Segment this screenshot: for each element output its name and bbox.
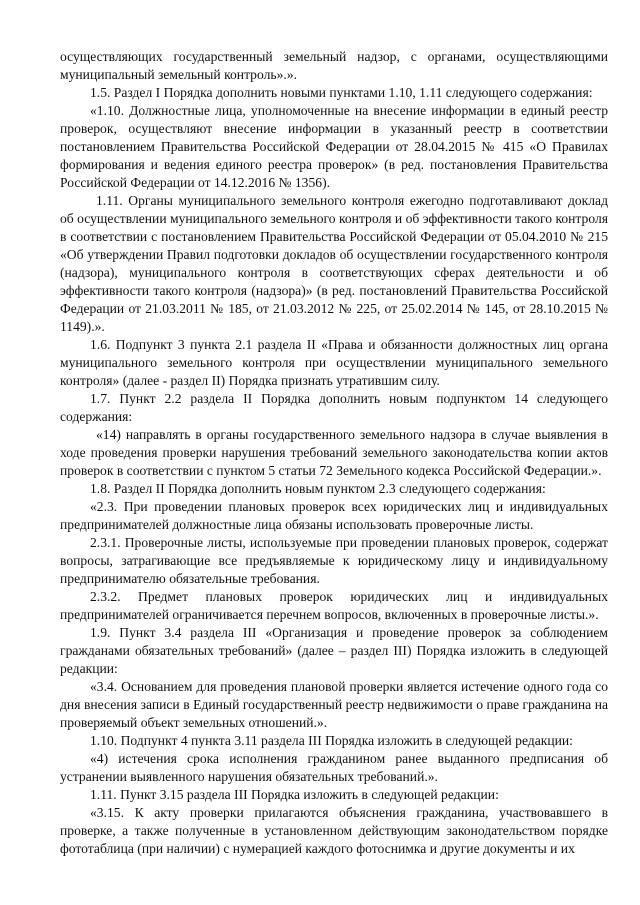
document-text (60, 48, 608, 858)
paragraph: 1.7. Пункт 2.2 раздела II Порядка дополнить новым подпунктом 14 следующего содержания: (60, 391, 608, 424)
paragraph: 1.6. Подпункт 3 пункта 2.1 раздела II «Права и обязанности должностных лиц органа муниципального земельного контроля при осуществлении муниципального земельного контроля» (далее - раздел II) Порядка признать утратившим силу. (60, 337, 608, 388)
paragraph: «3.4. Основанием для проведения плановой проверки является истечение одного года со дня внесения записи в Единый государственный реестр недвижимости о праве гражданина на проверяемый объект земельных отношений.». (60, 679, 608, 730)
paragraph: «4) истечения срока исполнения гражданином ранее выданного предписания об устранении выявленного нарушения обязательных требований.». (60, 751, 608, 784)
paragraph: 1.5. Раздел I Порядка дополнить новыми пунктами 1.10, 1.11 следующего содержания: (90, 85, 593, 100)
paragraph: 2.3.2. Предмет плановых проверок юридических лиц и индивидуальных предпринимателей ограничивается перечнем вопросов, включенных в проверочные листы.». (60, 589, 608, 622)
paragraph: 1.9. Пункт 3.4 раздела III «Организация и проведение проверок за соблюдением гражданами обязательных требований» (далее – раздел III) Порядка изложить в следующей редакции: (60, 625, 608, 676)
paragraph: 1.10. Подпункт 4 пункта 3.11 раздела III Порядка изложить в следующей редакции: (90, 733, 573, 748)
paragraph: «3.15. К акту проверки прилагаются объяснения гражданина, участвовавшего в проверке, а также полученные в установленном действующим законодательством порядке фототаблица (при наличии) с нумерацией каждого фотоснимка и другие документы и их (60, 805, 608, 856)
paragraph: «2.3. При проведении плановых проверок всех юридических лиц и индивидуальных предпринимателей должностные лица обязаны использовать проверочные листы. (60, 499, 608, 532)
paragraph: 2.3.1. Проверочные листы, используемые при проведении плановых проверок, содержат вопросы, затрагивающие все предъявляемые к юридическому лицу и индивидуальному предпринимателю обязательные требования. (60, 535, 608, 586)
paragraph: 1.8. Раздел II Порядка дополнить новым пунктом 2.3 следующего содержания: (90, 481, 546, 496)
paragraph: 1.11. Органы муниципального земельного контроля ежегодно подготавливают доклад об осуществлении муниципального земельного контроля и об эффективности такого контроля в соответствии с постановлением Правительства Российской Федерации от 05.04.2010 № 215 «Об утверждении Правил подготовки докладов об осуществлении государственного контроля (надзора), муниципального контроля в соответствующих сферах деятельности и об эффективности такого контроля (надзора)» (в ред. постановлений Правительства Российской Федерации от 21.03.2011 № 185, от 21.03.2012 № 225, от 25.02.2014 № 145, от 28.10.2015 № 1149).». (60, 193, 608, 334)
paragraph: «1.10. Должностные лица, уполномоченные на внесение информации в единый реестр проверок, осуществляют внесение информации в указанный реестр в соответствии постановлением Правительства Российской Федерации от 28.04.2015 № 415 «О Правилах формирования и ведения единого реестра проверок» (в ред. постановления Правительства Российской Федерации от 14.12.2016 № 1356). (60, 103, 608, 190)
paragraph: осуществляющих государственный земельный надзор, с органами, осуществляющими муниципальный земельный контроль».». (60, 49, 608, 82)
paragraph: 1.11. Пункт 3.15 раздела III Порядка изложить в следующей редакции: (90, 787, 499, 802)
paragraph: «14) направлять в органы государственного земельного надзора в случае выявления в ходе проведения проверки нарушения требований земельного законодательства копии актов проверок в соответствии с пунктом 5 статьи 72 Земельного кодекса Российской Федерации.». (60, 427, 608, 478)
